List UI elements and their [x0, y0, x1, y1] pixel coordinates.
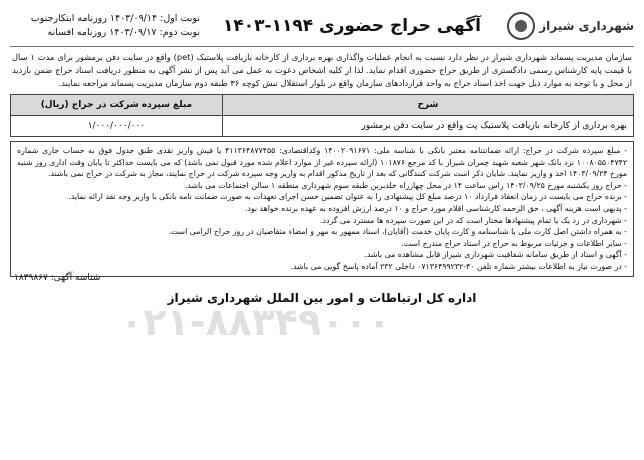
notice-title: آگهی حراج حضوری ۱۱۹۴-۱۴۰۳ — [223, 16, 481, 36]
condition-item: - پدیهی است هزینه آگهی ، حق الزحمه کارشناسی اقلام مورد حراج و ۱۰ درصد ارزش افزوده به عهده برنده خواهد بود. — [244, 203, 627, 213]
logo-emblem-icon — [507, 12, 535, 40]
turn-second: نوبت دوم: ۱۴۰۳/۰۹/۱۷ روزنامه افسانه — [47, 27, 200, 38]
auction-table — [10, 94, 634, 137]
condition-item: - مبلغ سپرده شرکت در حراج: ارائه ضمانتنامه معتبر بانکی با شناسه ملی: ۱۴۰۰۲۰۹۱۶۷۱ وکداقتصادی: ۴۱۱۳۶۴۸۷۷۴۵۵ یا فیش واریز نقدی طبق جدول فوق به حساب جاری شماره ۱۰۰۸۰۵۵۰۴۷۴۲ نزد بانک شهر شعبه شهید چمران شیراز با کد مرجع ۱۰۱۸۷۶ (ارائه سپرده غیر از موارد اعلام شده مورد قبول نمی باشد) که می بایست حداکثر تا پایان وقت اداری روز شنبه مورخ ۱۴۰۳/۰۹/۲۴ اخذ و واریز نمایند. شایان ذکر است شرکت کنندگانی که بعد از تاریخ مذکور اقدام به واریز وجه سپرده شرکت در حراج نمایند، مجاز به شرکت در حراج نمی باشند. — [17, 146, 628, 179]
condition-item: - حراج روز یکشنبه مورخ ۱۴۰۳/۰۹/۲۵ راس ساعت ۱۴ در محل چهارراه خلدبرین طبقه سوم شهرداری منطقه ۱ سالن اجتماعات می باشد. — [184, 180, 627, 190]
row-desc: بهره برداری از کارخانه بازیافت پلاستیک پت واقع در سایت دفن برمشور — [222, 116, 633, 137]
row-amount: ۱/۰۰۰/۰۰۰/۰۰۰ — [11, 116, 223, 137]
notice-footer — [10, 272, 634, 311]
publication-turns — [10, 12, 200, 40]
ad-id: شناسه آگهی: ۱۸۳۹۸۶۷ — [14, 272, 101, 283]
notice-header — [10, 6, 634, 47]
condition-item: - شهرداری در رد یک یا تمام پیشنهادها مختار است که در این صورت سپرده ها مسترد می گردد. — [320, 215, 627, 225]
col-amount-header: مبلغ سپرده شرکت در حراج (ریال) — [11, 95, 223, 116]
turn-first: نوبت اول: ۱۴۰۳/۰۹/۱۴ روزنامه ابتکارجنوب — [30, 13, 200, 24]
condition-item: - در صورت نیاز به اطلاعات بیشتر شماره تلفن ۴۰-۰۷۱۳۶۴۹۹۲۳۲ داخلی ۲۳۲ آماده پاسخ گویی می باشد. — [290, 261, 627, 271]
condition-item: - به همراه داشتن اصل کارت ملی یا شناسنامه و کارت پایان خدمت (آقایان)، اسناد ممهور به مهر و امضاء متقاضیان در روز حراج الزامی است. — [168, 227, 627, 237]
shiraz-municipality-logo — [504, 12, 634, 40]
table-row — [11, 116, 634, 137]
conditions-box — [10, 141, 634, 277]
condition-item: - سایر اطلاعات و جزئیات مربوط به حراج در اسناد حراج مندرج است. — [401, 238, 627, 248]
condition-item: - آگهی و اسناد از طریق سامانه شفافیت شهرداری شیراز قابل مشاهده می باشد. — [364, 250, 627, 260]
phone-watermark: ۰۲۱-۸۸۳۴۹۰۰۰ — [120, 300, 391, 344]
table-header-row — [11, 95, 634, 116]
signature-line: اداره کل ارتباطات و امور بین الملل شهرداری شیراز — [167, 290, 477, 305]
intro-paragraph: سازمان مدیریت پسماند شهرداری شیراز در نظر دارد نسبت به انجام عملیات واگذاری بهره برداری از کارخانه بازیافت پلاستیک (pet) واقع در سایت دفن برمشور برای مدت ۱ سال با قیمت پایه کارشناس رسمی دادگستری از طریق حراج حضوری اقدام نماید. لذا از کلیه اشخاص دعوت به عمل می آید پس از نشر آگهی به منظور دریافت اسناد حراج ضمن بازدید از محل و با توجه به موارد ذیل جهت اخذ اسناد حراج به واحد قراردادهای سازمان واقع در بلوار استقلال نبش کوچه ۳۶ طبقه دوم سازمان مدیریت پسماند مراجعه نمایند. — [12, 52, 632, 88]
condition-item: - برنده حراج می بایست در زمان انعقاد قرارداد ۱۰ درصد مبلغ کل پیشنهادی را به عنوان تضمین حسن اجرای تعهدات به صورت ضمانت نامه بانکی یا واریز وجه نقد ارائه نماید. — [68, 192, 627, 202]
col-desc-header: شرح — [222, 95, 633, 116]
logo-text: شهرداری شیراز — [539, 19, 634, 33]
